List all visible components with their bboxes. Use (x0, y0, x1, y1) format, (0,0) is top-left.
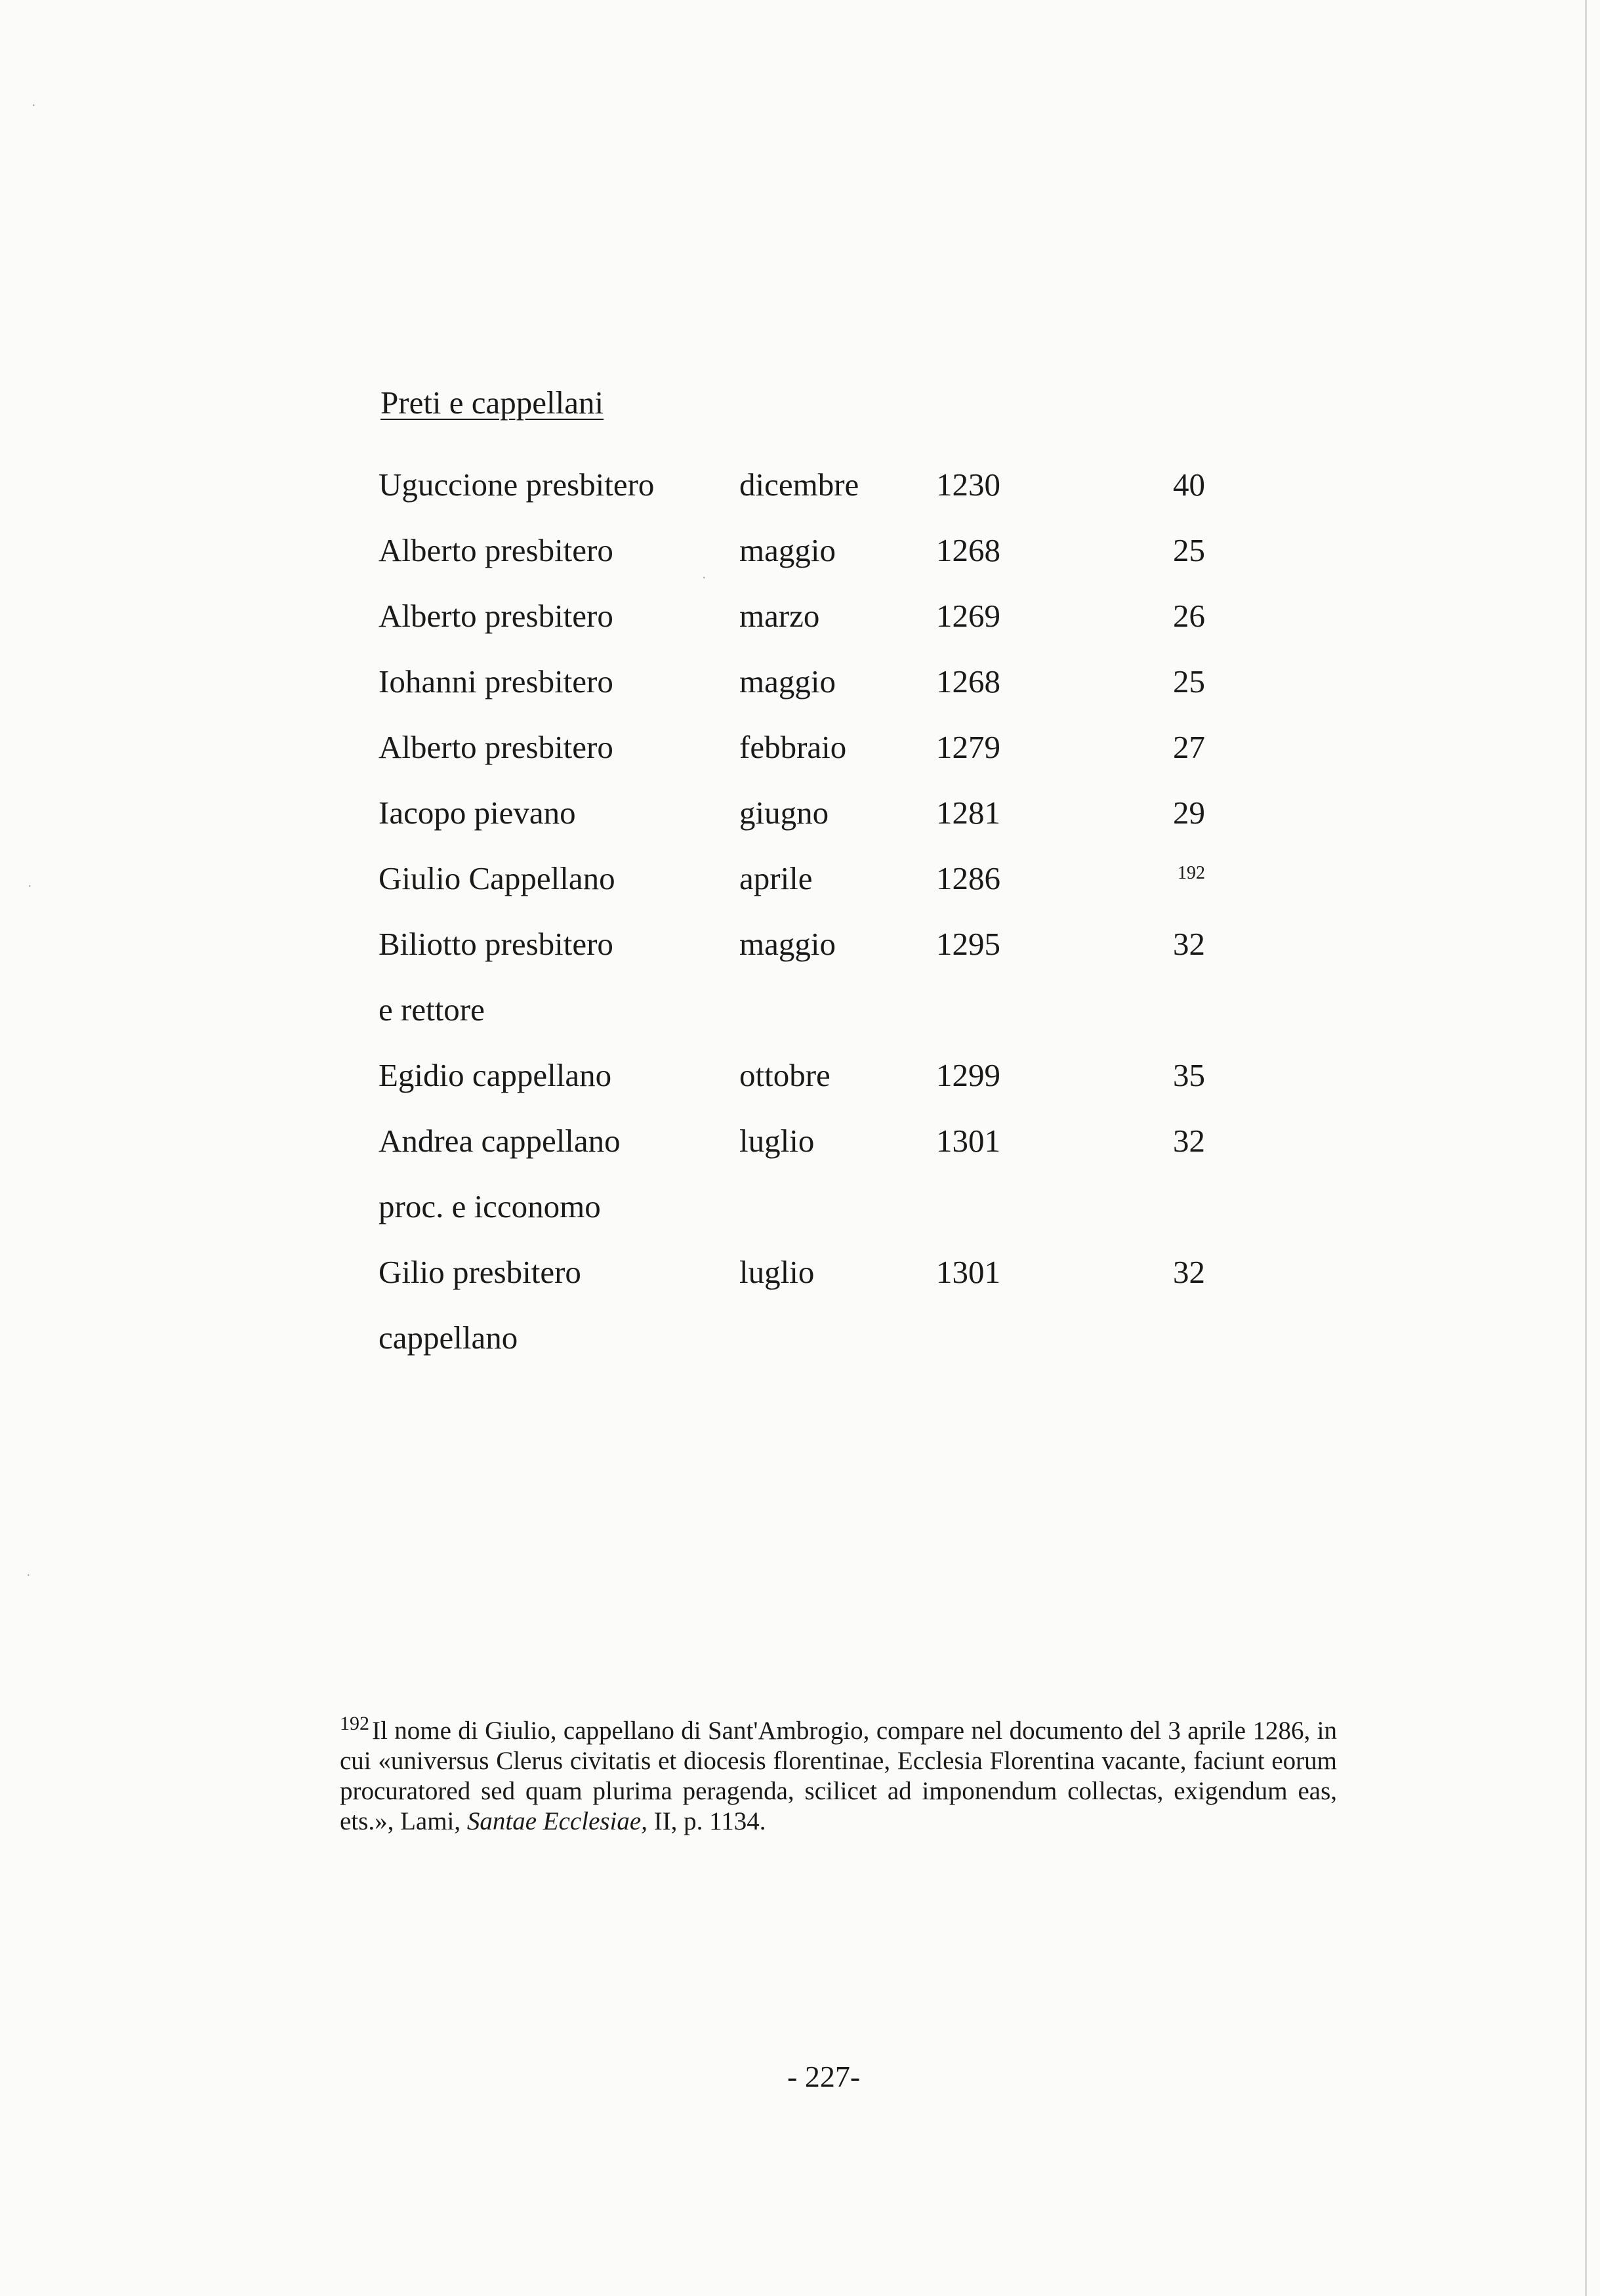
row-year: 1301 (936, 1253, 1000, 1290)
row-ref: 25 (1173, 532, 1205, 568)
scan-speck: · (31, 98, 36, 113)
row-name: cappellano (379, 1319, 518, 1356)
row-month: marzo (739, 597, 820, 634)
footnote-reference: 192 (1178, 863, 1205, 883)
row-year: 1286 (936, 860, 1000, 896)
table-row-continuation (379, 976, 1205, 1042)
row-name: Alberto presbitero (379, 532, 613, 568)
row-ref: 26 (1173, 597, 1205, 634)
row-year: 1269 (936, 597, 1000, 634)
row-name: Giulio Cappellano (379, 860, 615, 896)
scan-speck: · (702, 571, 707, 585)
row-month: luglio (739, 1122, 815, 1159)
table-row (379, 1042, 1205, 1108)
section-heading: Preti e cappellani (380, 385, 604, 421)
footnote-marker: 192 (340, 1713, 369, 1734)
row-year: 1268 (936, 663, 1000, 699)
row-month: maggio (739, 925, 836, 962)
row-ref: 35 (1173, 1056, 1205, 1093)
row-month: febbraio (739, 728, 847, 765)
clergy-table (379, 451, 1205, 1370)
row-ref: 40 (1173, 466, 1205, 503)
row-year: 1299 (936, 1056, 1000, 1093)
row-ref: 32 (1173, 1253, 1205, 1290)
footnote-text-end: II, p. 1134. (647, 1807, 766, 1835)
row-ref: 27 (1173, 728, 1205, 765)
row-name: Uguccione presbitero (379, 466, 655, 503)
row-name: Alberto presbitero (379, 597, 613, 634)
row-month: maggio (739, 663, 836, 699)
row-name: Gilio presbitero (379, 1253, 581, 1290)
footnote-text: Il nome di Giulio, cappellano di Sant'Ambrogio, compare nel documento del 3 aprile 1286, in cui «universus Clerus civitatis et diocesis florentinae, Ecclesia Florentina vacante, faciunt eorum procuratored sed quam plurima peragenda, scilicet ad imponendum collectas, exigendum eas, ets.», Lami, (340, 1717, 1337, 1835)
row-name: Iacopo pievano (379, 794, 576, 831)
table-row-continuation (379, 1173, 1205, 1239)
row-year: 1281 (936, 794, 1000, 831)
row-month: giugno (739, 794, 829, 831)
table-row (379, 517, 1205, 583)
row-name: Iohanni presbitero (379, 663, 613, 699)
table-row (379, 1239, 1205, 1305)
row-name: proc. e icconomo (379, 1188, 601, 1224)
table-row (379, 583, 1205, 648)
row-month: luglio (739, 1253, 815, 1290)
footnote-italic-title: Santae Ecclesiae, (466, 1807, 647, 1835)
table-row (379, 451, 1205, 517)
row-name: Biliotto presbitero (379, 925, 613, 962)
table-row (379, 780, 1205, 845)
row-name: Alberto presbitero (379, 728, 613, 765)
page-edge-line (1585, 0, 1587, 2296)
scan-speck: · (28, 879, 32, 894)
table-row-continuation (379, 1305, 1205, 1370)
row-month: dicembre (739, 466, 859, 503)
row-month: ottobre (739, 1056, 831, 1093)
row-ref: 25 (1173, 663, 1205, 699)
table-row (379, 714, 1205, 780)
row-month: aprile (739, 860, 813, 896)
row-year: 1279 (936, 728, 1000, 765)
row-name: e rettore (379, 991, 485, 1028)
table-row (379, 1108, 1205, 1173)
scan-speck: · (26, 1568, 31, 1583)
row-ref: 32 (1173, 925, 1205, 962)
row-year: 1295 (936, 925, 1000, 962)
row-name: Egidio cappellano (379, 1056, 612, 1093)
page-number: - 227- (787, 2060, 861, 2093)
row-year: 1268 (936, 532, 1000, 568)
row-ref: 32 (1173, 1122, 1205, 1159)
footnote (340, 1709, 1337, 1837)
table-row (379, 911, 1205, 976)
row-year: 1301 (936, 1122, 1000, 1159)
table-row (379, 845, 1205, 911)
row-ref: 29 (1173, 794, 1205, 831)
row-year: 1230 (936, 466, 1000, 503)
row-month: maggio (739, 532, 836, 568)
row-name: Andrea cappellano (379, 1122, 621, 1159)
table-row (379, 648, 1205, 714)
